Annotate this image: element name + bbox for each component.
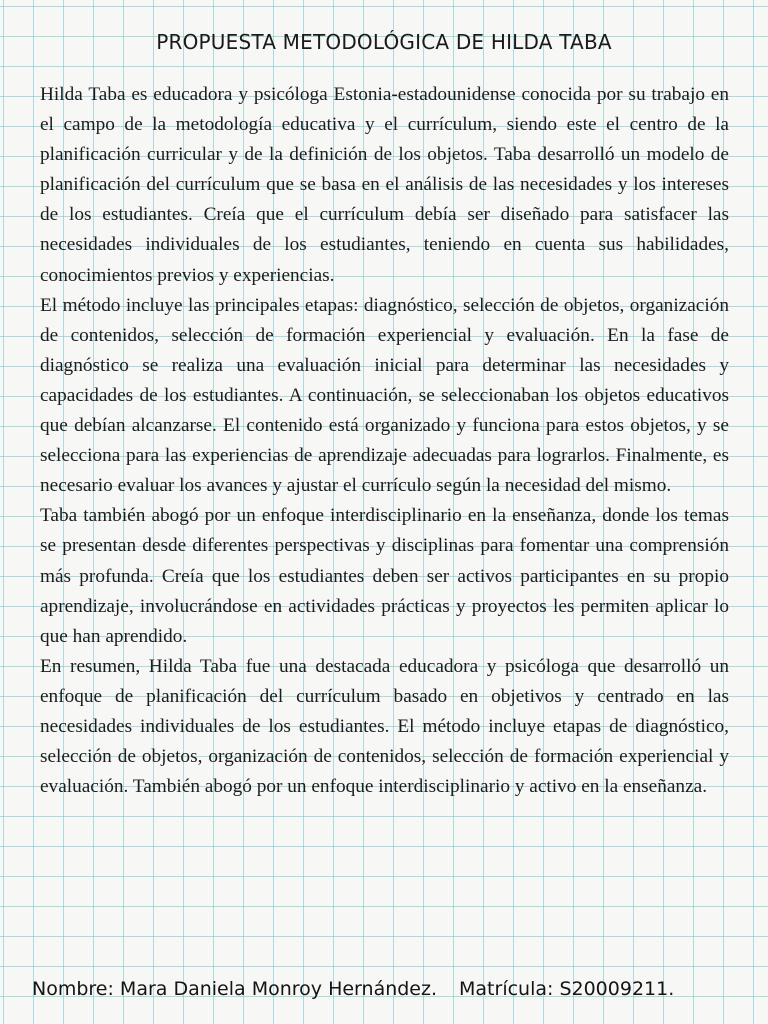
document-footer bbox=[32, 978, 742, 1000]
paragraph-summary: En resumen, Hilda Taba fue una destacada educadora y psicóloga que desarrolló un enfoque de planificación del currículum basado en objetivos y centrado en las necesidades individuales de los estudiantes. El método incluye etapas de diagnóstico, selección de objetos, organización de contenidos, selección de formación experiencial y evaluación. También abogó por un enfoque interdisciplinario y activo en la enseñanza. bbox=[40, 655, 729, 798]
document-body bbox=[40, 80, 729, 802]
student-matricula: Matrícula: S20009211. bbox=[459, 978, 675, 1000]
paragraph-method: El método incluye las principales etapas: diagnóstico, selección de objetos, organización de contenidos, selección de formación experiencial y evaluación. En la fase de diagnóstico se realiza una evaluación inicial para determinar las necesidades y capacidades de los estudiantes. A continuación, se seleccionaban los objetos educativos que debían alcanzarse. El contenido está organizado y funciona para estos objetos, y se selecciona para las experiencias de aprendizaje adecuadas para lograrlos. Finalmente, es necesario evaluar los avances y ajustar el currículo según la necesidad del mismo. bbox=[40, 294, 729, 497]
paragraph-interdisciplinary: Taba también abogó por un enfoque interdisciplinario en la enseñanza, donde los temas se presentan desde diferentes perspectivas y disciplinas para fomentar una comprensión más profunda. Creía que los estudiantes deben ser activos participantes en su propio aprendizaje, involucrándose en actividades prácticas y proyectos les permiten aplicar lo que han aprendido. bbox=[40, 505, 729, 647]
document-title: PROPUESTA METODOLÓGICA DE HILDA TABA bbox=[156, 30, 612, 54]
student-name: Nombre: Mara Daniela Monroy Hernández. bbox=[32, 978, 438, 1000]
paragraph-intro: Hilda Taba es educadora y psicóloga Estonia-estadounidense conocida por su trabajo en el campo de la metodología educativa y el currículum, siendo este el centro de la planificación curricular y de la definición de los objetos. Taba desarrolló un modelo de planificación del currículum que se basa en el análisis de las necesidades y los intereses de los estudiantes. Creía que el currículum debía ser diseñado para satisfacer las necesidades individuales de los estudiantes, teniendo en cuenta sus habilidades, conocimientos previos y experiencias. bbox=[40, 84, 729, 286]
